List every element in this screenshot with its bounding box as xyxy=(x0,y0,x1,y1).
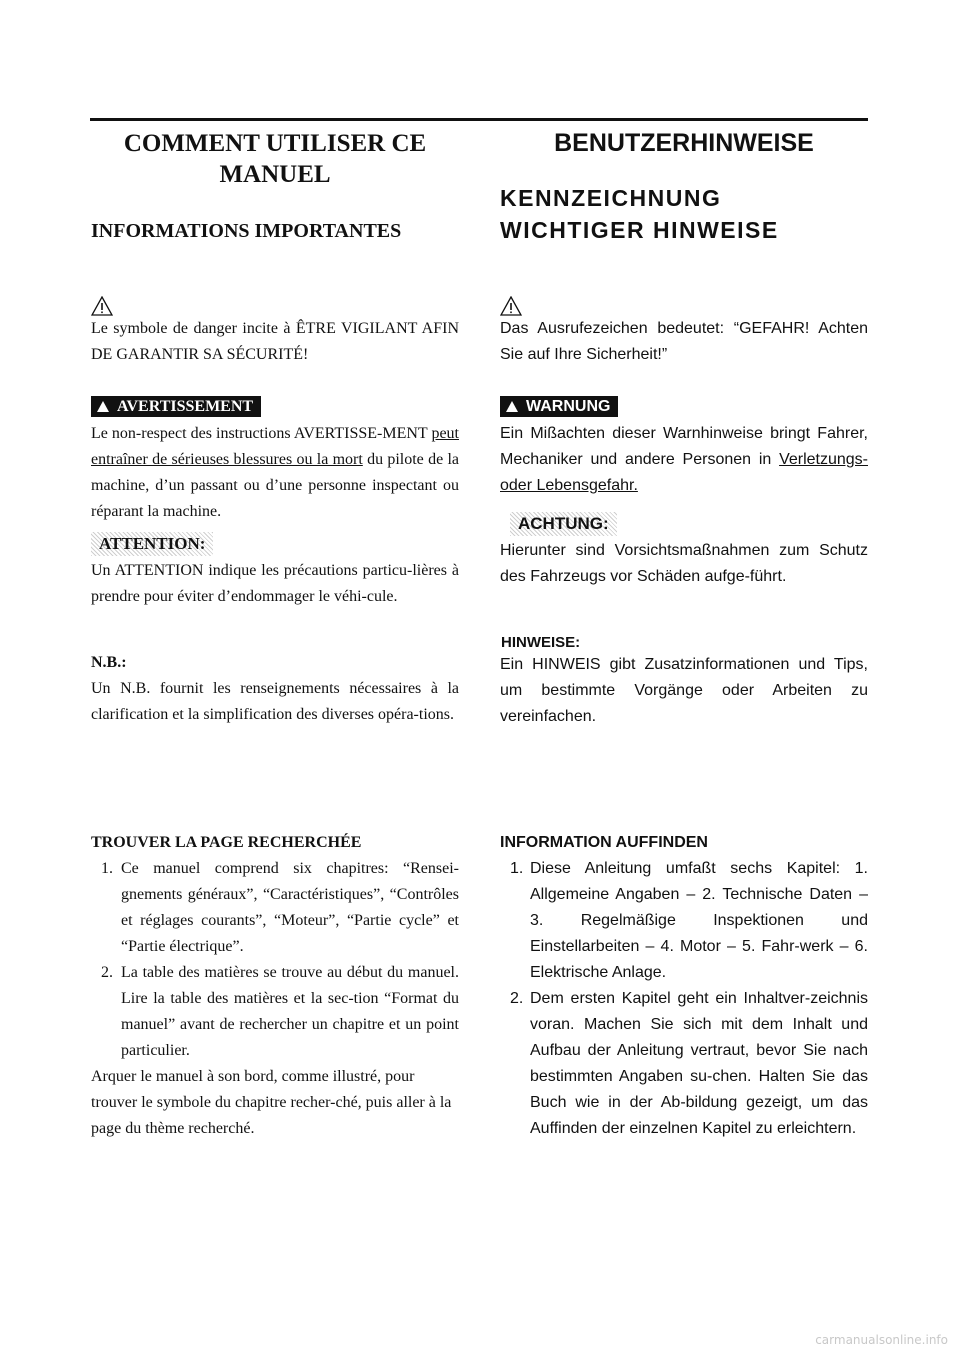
warning-text-fr-underlined: peut entraîner de sérieuses blessures ou la mort xyxy=(91,425,459,468)
watermark-text: carmanualsonline.info xyxy=(815,1333,948,1347)
section-title-de-line1: KENNZEICHNUNG xyxy=(500,185,722,211)
list-item-number: 1. xyxy=(510,860,524,877)
find-list-fr xyxy=(91,856,459,1064)
danger-triangle-icon xyxy=(91,296,113,316)
warning-triangle-icon xyxy=(97,401,109,412)
danger-block-de xyxy=(500,296,868,368)
list-item xyxy=(91,856,459,960)
watermark xyxy=(0,1333,960,1347)
warning-text-fr-pre: Le non-respect des instructions AVERTISSE-MENT xyxy=(91,425,432,442)
section-title-de xyxy=(500,182,868,246)
section-title-fr: INFORMATIONS IMPORTANTES xyxy=(91,220,402,242)
warning-text-de-underlined: Verletzungs- oder Lebensgefahr. xyxy=(500,451,868,494)
section-title-de-line2: WICHTIGER HINWEISE xyxy=(500,217,779,243)
attention-label-de: ACHTUNG: xyxy=(510,512,617,536)
attention-text-fr: Un ATTENTION indique les précautions particu-lières à prendre pour éviter d’endommager le véhi-cule. xyxy=(91,562,459,605)
page-title-fr-line1: COMMENT UTILISER CE xyxy=(123,130,427,157)
find-block-fr xyxy=(91,830,459,1142)
nb-label-fr: N.B.: xyxy=(91,654,127,671)
danger-triangle-icon xyxy=(500,296,522,316)
nb-block-fr xyxy=(91,650,459,728)
find-title-fr: TROUVER LA PAGE RECHERCHÉE xyxy=(91,834,362,851)
find-list-de xyxy=(500,856,868,1142)
find-block-de xyxy=(500,830,868,1142)
attention-text-de: Hierunter sind Vorsichtsmaßnahmen zum Schutz des Fahrzeugs vor Schäden aufge-führt. xyxy=(500,542,868,585)
top-rule xyxy=(90,118,868,121)
list-item-text: Diese Anleitung umfaßt sechs Kapitel: 1. Allgemeine Angaben – 2. Technische Daten – 3. Regelmäßige Inspektionen und Einstellarbeiten – 4. Motor – 5. Fahr-werk – 6. Elektrische Anlage. xyxy=(530,860,868,981)
danger-text-de: Das Ausrufezeichen bedeutet: “GEFAHR! Achten Sie auf Ihre Sicherheit!” xyxy=(500,320,868,363)
warning-text-fr xyxy=(91,421,459,525)
warning-block-fr xyxy=(91,394,459,525)
list-item xyxy=(91,960,459,1064)
warning-text-fr-post: du pilote de la machine, d’un passant ou d’une personne inspectant ou réparant la machine. xyxy=(91,451,459,520)
find-continuation-fr: Arquer le manuel à son bord, comme illustré, pour trouver le symbole du chapitre recher-ché, puis aller à la page du thème recherché. xyxy=(91,1068,452,1137)
attention-block-de xyxy=(500,512,868,590)
warning-text-de xyxy=(500,421,868,499)
list-item-number: 2. xyxy=(101,964,113,981)
nb-block-de xyxy=(500,634,868,730)
list-item-number: 1. xyxy=(101,860,113,877)
list-item-number: 2. xyxy=(510,990,524,1007)
nb-label-de: HINWEISE: xyxy=(501,634,581,651)
page-title-fr xyxy=(91,128,459,190)
warning-label-text-fr: AVERTISSEMENT xyxy=(117,398,254,415)
warning-text-de-pre: Ein Mißachten dieser Warnhinweise bringt Fahrer, Mechaniker und andere Personen in xyxy=(500,425,868,468)
warning-label-de xyxy=(500,396,618,417)
warning-label-fr xyxy=(91,396,261,417)
danger-block-fr xyxy=(91,296,459,368)
find-title-de: INFORMATION AUFFINDEN xyxy=(500,834,708,851)
list-item xyxy=(500,856,868,986)
attention-label-fr: ATTENTION: xyxy=(91,532,213,556)
page-title-fr-line2: MANUEL xyxy=(219,161,331,188)
list-item-text: La table des matières se trouve au début du manuel. Lire la table des matières et la sec-tion “Format du manuel” avant de rechercher un chapitre et un point particulier. xyxy=(121,964,459,1059)
page-title-de: BENUTZERHINWEISE xyxy=(554,129,814,157)
attention-block-fr xyxy=(91,532,459,610)
nb-text-fr: Un N.B. fournit les renseignements nécessaires à la clarification et la simplification des diverses opéra-tions. xyxy=(91,680,459,723)
warning-triangle-icon xyxy=(506,401,518,412)
list-item xyxy=(500,986,868,1142)
danger-text-fr: Le symbole de danger incite à ÊTRE VIGILANT AFIN DE GARANTIR SA SÉCURITÉ! xyxy=(91,320,459,363)
warning-block-de xyxy=(500,394,868,499)
nb-text-de: Ein HINWEIS gibt Zusatzinformationen und Tips, um bestimmte Vorgänge oder Arbeiten zu vereinfachen. xyxy=(500,656,868,725)
list-item-text: Dem ersten Kapitel geht ein Inhaltver-zeichnis voran. Machen Sie sich mit dem Inhalt und Aufbau der Anleitung vertraut, bevor Sie nach bestimmten Angaben su-chen. Halten Sie das Buch wie in der Ab-bildung gezeigt, um das Auffinden der einzelnen Kapitel zu erleichtern. xyxy=(530,990,868,1137)
list-item-text: Ce manuel comprend six chapitres: “Rensei-gnements généraux”, “Caractéristiques”, “Contrôles et réglages courants”, “Moteur”, “Partie cycle” et “Partie électrique”. xyxy=(121,860,459,955)
warning-label-text-de: WARNUNG xyxy=(526,398,611,415)
